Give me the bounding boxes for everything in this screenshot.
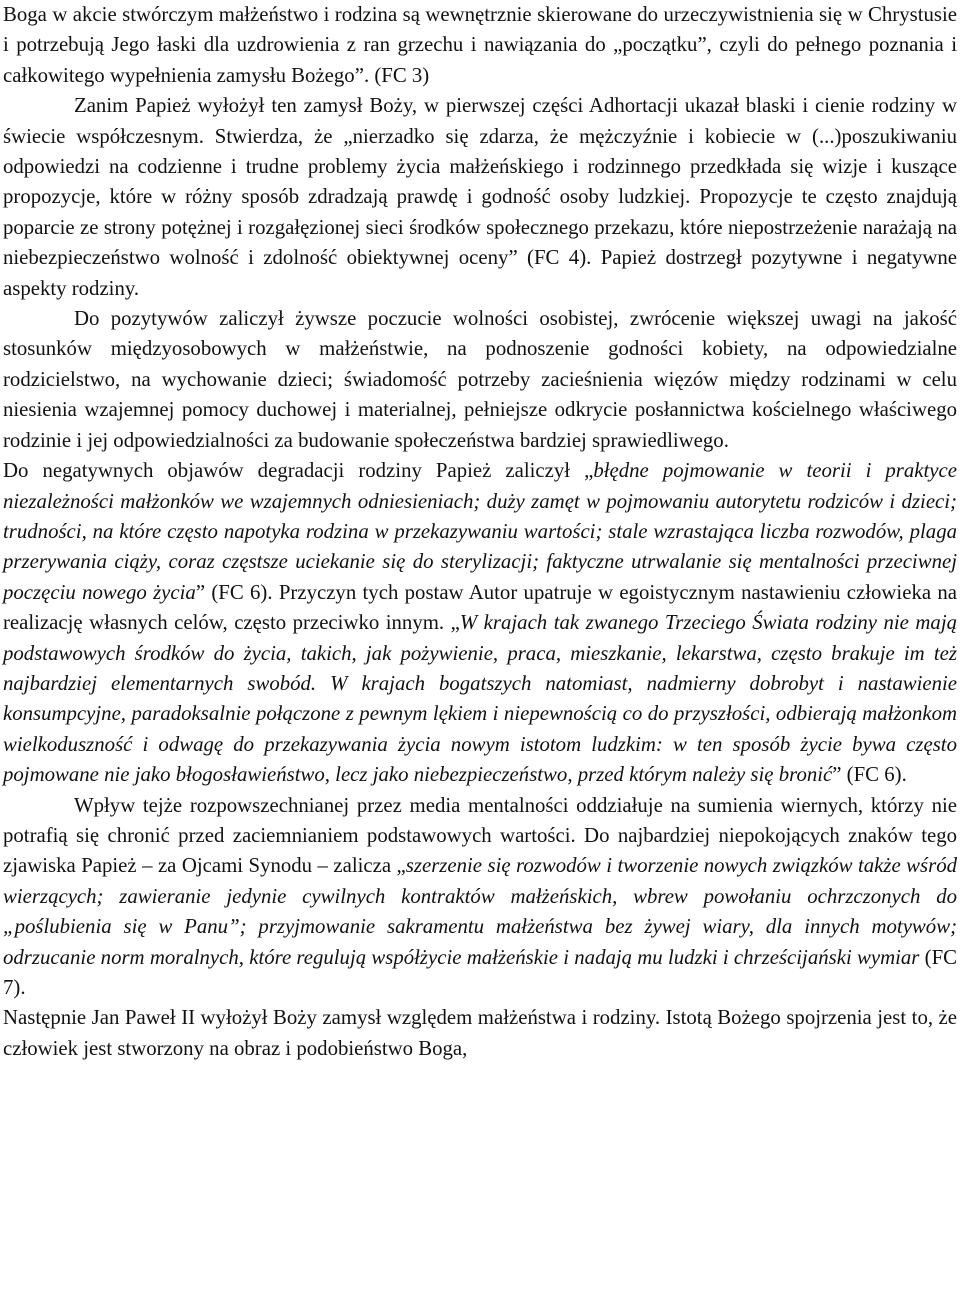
text-segment: i potrzebują Jego łaski dla uzdrowienia z ran grzechu i nawiązania do „początku”, czyli do pełnego poznania i całkowitego wypełnienia zamysłu Bożego”. (FC 3) — [3, 33, 957, 87]
text-segment: (FC 7). — [3, 945, 958, 999]
text-segment: Do pozytywów zaliczył żywsze poczucie wolności osobistej, zwrócenie większej uwagi na jakość stosunków międzyosobowych w małżeństwie, na podnoszenie godności kobiety, na odpowiedzialne rodzicielstwo, na wychowanie dzieci; świadomość potrzeby zacieśnienia więzów między rodzinami w celu niesienia wzajemnej pomocy duchowej i materialnej, pełniejsze odkrycie posłannictwa kościelnego właściwego rodzinie i jej odpowiedzialności za budowanie społeczeństwa bardziej sprawiedliwego. — [3, 307, 957, 452]
quoted-text: szerzenie się rozwodów i tworzenie nowych związków także wśród wierzących; zawieranie jedynie cywilnych kontraktów małżeńskich, wbrew powołaniu ochrzczonych do „poślubienia się w Panu”; przyjmowanie sakramentu małżeństwa bez żywej wiary, dla innych motywów; odrzucanie norm moralnych, które regulują współżycie małżeńskie i nadają mu ludzki i chrześcijański wymiar — [3, 854, 957, 969]
quoted-text: błędne pojmowanie w teorii i praktyce niezależności małżonków we wzajemnych odniesieniach; duży zamęt w pojmowaniu autorytetu rodziców i dzieci; trudności, na które często napotyka rodzina w przekazywaniu wartości; stale wzrastająca liczba rozwodów, plaga przerywania ciąży, coraz częstsze uciekanie się do sterylizacji; faktyczne utrwalanie się mentalności przeciwnej poczęciu nowego życia — [3, 459, 957, 604]
text-segment: Wpływ tejże rozpowszechnianej przez media mentalności oddziałuje na sumienia wiernych, którzy nie potrafią się chronić przed zaciemnianiem podstawowych wartości. Do najbardziej niepokojących znaków tego zjawiska Papież – za Ojcami Synodu – zalicza „ — [3, 793, 957, 878]
paragraph-4 — [3, 456, 957, 790]
paragraph-3 — [3, 304, 957, 456]
paragraph-6 — [3, 1003, 957, 1064]
text-segment: Zanim Papież wyłożył ten zamysł Boży, w pierwszej części Adhortacji ukazał blaski i cienie rodziny w świecie współczesnym. Stwierdza, że „nierzadko się zdarza, że mężczyźnie i kobiecie w (...)poszukiwaniu odpowiedzi na codzienne i trudne problemy życia małżeńskiego i rodzinnego przedkłada się wizje i kuszące propozycje, które w różny sposób zdradzają prawdę i godność osoby ludzkiej. Propozycje te często znajdują poparcie ze strony potężnej i rozgałęzionej sieci środków społecznego przekazu, które niepostrzeżenie narażają na niebezpieczeństwo wolność i zdolność obiektywnej oceny” (FC 4). Papież dostrzegł pozytywne i negatywne aspekty rodziny. — [3, 94, 957, 300]
paragraph-1 — [3, 0, 957, 91]
text-segment: ” (FC 6). Przyczyn tych postaw Autor upatruje w egoistycznym nastawieniu człowieka na realizację własnych celów, często przeciwko innym. „ — [3, 580, 958, 635]
paragraph-2 — [3, 91, 957, 304]
text-segment: Następnie Jan Paweł II wyłożył Boży zamysł względem małżeństwa i rodziny. Istotą Bożego spojrzenia jest to, że człowiek jest stworzony na obraz i podobieństwo Boga, — [3, 1006, 957, 1060]
text-segment: Do negatywnych objawów degradacji rodziny Papież zaliczył „ — [3, 459, 594, 483]
text-segment: Boga w akcie stwórczym małżeństwo i rodzina są wewnętrznie skierowane do urzeczywistnienia się w Chrystusie — [3, 3, 957, 26]
quoted-text: W krajach tak zwanego Trzeciego Świata rodziny nie mają podstawowych środków do życia, takich, jak pożywienie, praca, mieszkanie, lekarstwa, często brakuje im też najbardziej elementarnych swobód. W krajach bogatszych natomiast, nadmierny dobrobyt i nastawienie konsumpcyjne, paradoksalnie połączone z pewnym lękiem i niepewnością co do przyszłości, odbierają małżonkom wielkoduszność i odwagę do przekazywania życia nowym istotom ludzkim: w ten sposób życie bywa często pojmowane nie jako błogosławieństwo, lecz jako niebezpieczeństwo, przed którym należy się bronić — [3, 611, 957, 787]
text-segment: ” (FC 6). — [832, 763, 907, 787]
paragraph-5 — [3, 791, 957, 1004]
